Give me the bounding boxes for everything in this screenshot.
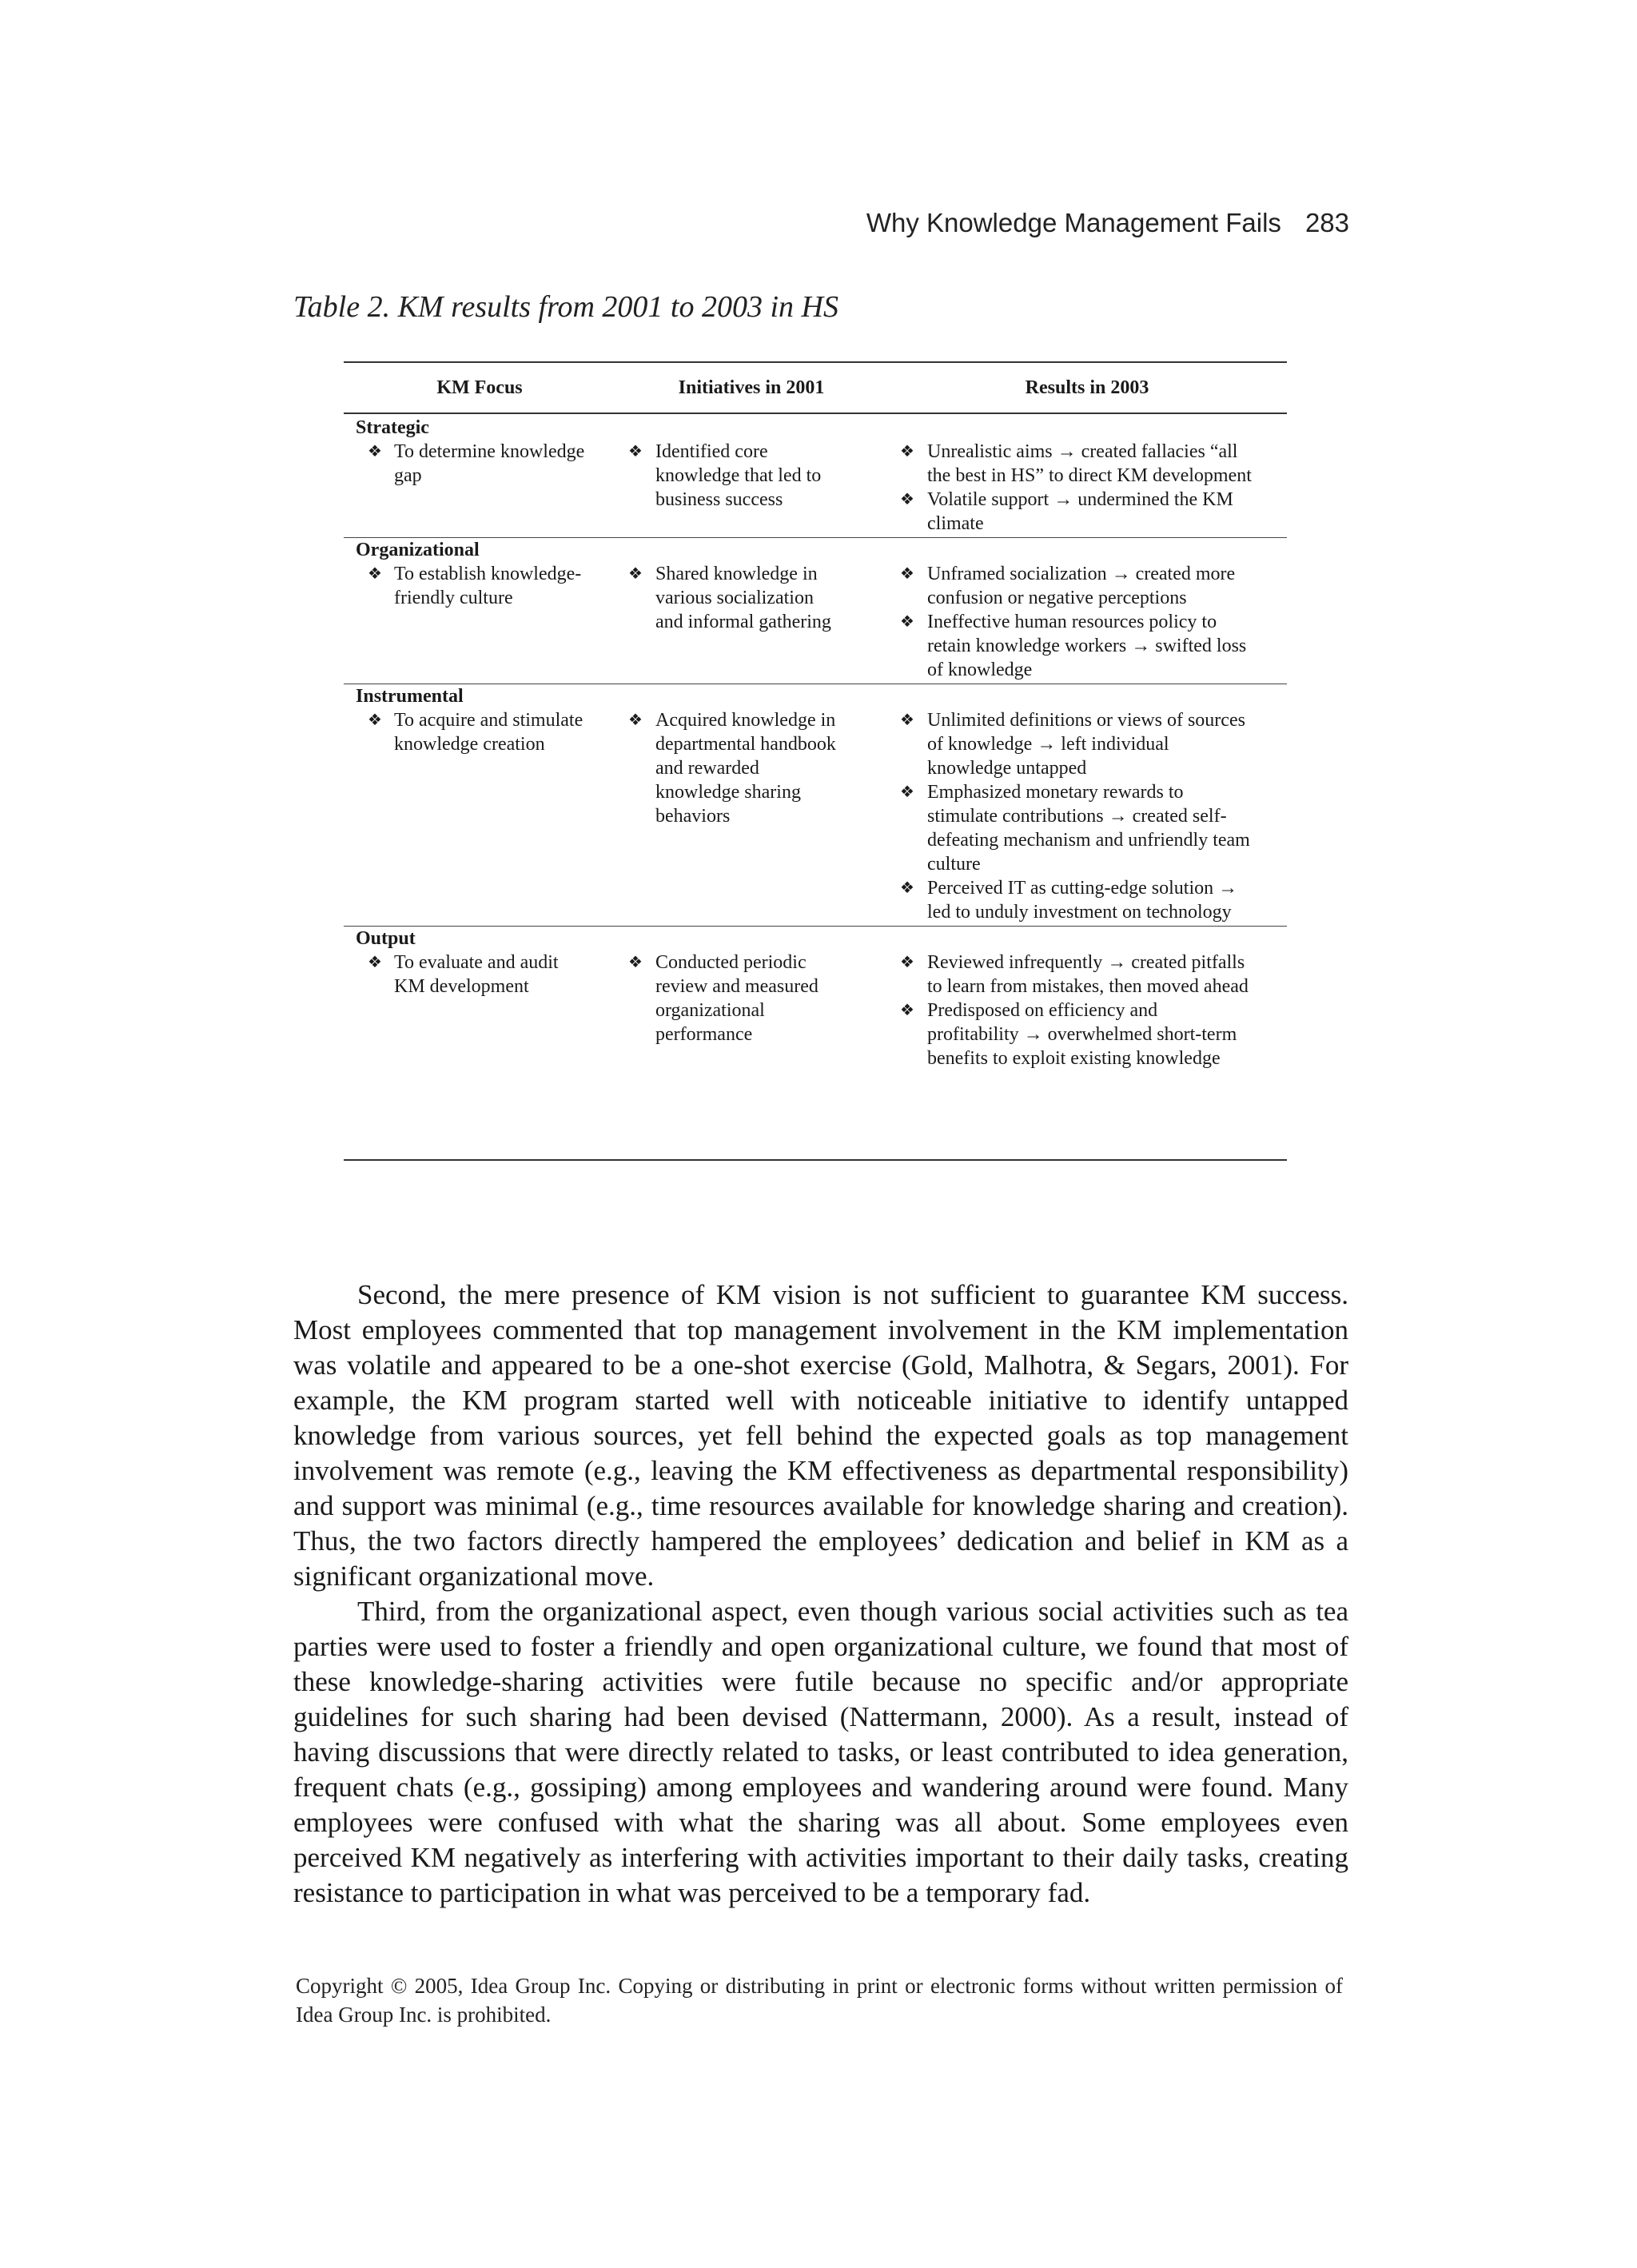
bullet-text bbox=[927, 876, 1287, 924]
bullet-text bbox=[394, 951, 615, 998]
result-item bbox=[887, 876, 1287, 924]
bullet-text bbox=[927, 998, 1287, 1070]
result-item bbox=[887, 951, 1287, 998]
text-line: Reviewed infrequently → created pitfalls bbox=[927, 952, 1245, 973]
text-line: defeating mechanism and unfriendly team bbox=[927, 830, 1250, 851]
text-line: review and measured bbox=[655, 976, 818, 997]
running-header bbox=[866, 208, 1349, 238]
diamond-bullet-icon: ❖ bbox=[900, 1002, 914, 1019]
cell-results bbox=[887, 440, 1287, 536]
result-item bbox=[887, 488, 1287, 536]
group-title: Strategic bbox=[356, 417, 429, 438]
text-line: performance bbox=[655, 1024, 753, 1045]
text-line: benefits to exploit existing knowledge bbox=[927, 1048, 1221, 1069]
text-line: To determine knowledge bbox=[394, 441, 585, 462]
text-line: stimulate contributions → created self- bbox=[927, 806, 1227, 827]
cell-initiative bbox=[615, 951, 887, 1070]
text-line: various socialization bbox=[655, 588, 814, 608]
result-item bbox=[887, 780, 1287, 876]
bullet-text bbox=[655, 440, 887, 512]
bullet-text bbox=[655, 708, 887, 828]
text-line: of knowledge → left individual bbox=[927, 734, 1169, 755]
diamond-bullet-icon: ❖ bbox=[628, 565, 643, 583]
initiative-item bbox=[615, 562, 887, 634]
table-body bbox=[344, 416, 1287, 1072]
text-line: Shared knowledge in bbox=[655, 564, 818, 584]
focus-item bbox=[344, 562, 615, 610]
bullet-text bbox=[394, 440, 615, 488]
text-line: climate bbox=[927, 513, 984, 534]
diamond-bullet-icon: ❖ bbox=[900, 954, 914, 971]
text-line: Perceived IT as cutting-edge solution → bbox=[927, 878, 1238, 899]
diamond-bullet-icon: ❖ bbox=[900, 491, 914, 508]
bullet-text bbox=[655, 951, 887, 1046]
diamond-bullet-icon: ❖ bbox=[368, 711, 382, 729]
header-km-focus: KM Focus bbox=[436, 377, 523, 398]
text-line: Volatile support → undermined the KM bbox=[927, 489, 1233, 510]
page-number: 283 bbox=[1304, 208, 1349, 237]
diamond-bullet-icon: ❖ bbox=[900, 711, 914, 729]
text-line: Conducted periodic bbox=[655, 952, 807, 973]
text-line: knowledge creation bbox=[394, 734, 545, 755]
text-line: To establish knowledge- bbox=[394, 564, 582, 584]
text-line: To evaluate and audit bbox=[394, 952, 559, 973]
text-line: Predisposed on efficiency and bbox=[927, 1000, 1158, 1021]
text-line: and informal gathering bbox=[655, 612, 831, 632]
table-group bbox=[344, 684, 1287, 927]
diamond-bullet-icon: ❖ bbox=[368, 954, 382, 971]
text-line: To acquire and stimulate bbox=[394, 710, 584, 731]
cell-km-focus bbox=[344, 951, 615, 1070]
text-line: Identified core bbox=[655, 441, 768, 462]
text-line: confusion or negative perceptions bbox=[927, 588, 1187, 608]
table-row bbox=[344, 951, 1287, 1070]
header-initiatives-2001: Initiatives in 2001 bbox=[678, 377, 825, 398]
text-line: behaviors bbox=[655, 806, 731, 827]
bullet-text bbox=[927, 488, 1287, 536]
initiative-item bbox=[615, 708, 887, 828]
group-title: Output bbox=[356, 928, 416, 949]
group-title: Instrumental bbox=[356, 686, 464, 707]
cell-initiative bbox=[615, 708, 887, 924]
cell-initiative bbox=[615, 440, 887, 536]
diamond-bullet-icon: ❖ bbox=[900, 565, 914, 583]
cell-results bbox=[887, 562, 1287, 682]
cell-results bbox=[887, 708, 1287, 924]
bullet-text bbox=[927, 610, 1287, 682]
text-line: and rewarded bbox=[655, 758, 759, 779]
text-line: knowledge untapped bbox=[927, 758, 1087, 779]
running-title: Why Knowledge Management Fails bbox=[866, 208, 1281, 237]
text-line: profitability → overwhelmed short-term bbox=[927, 1024, 1237, 1045]
text-line: of knowledge bbox=[927, 660, 1033, 680]
bullet-text bbox=[927, 708, 1287, 780]
group-title: Organizational bbox=[356, 540, 480, 560]
table-group bbox=[344, 927, 1287, 1072]
text-line: KM development bbox=[394, 976, 529, 997]
result-item bbox=[887, 562, 1287, 610]
initiative-item bbox=[615, 951, 887, 1046]
body-paragraph: Second, the mere presence of KM vision is not sufficient to guarantee KM success. Most employees commented that top management involvement in the KM implementation was volatile and appeared to be a one-shot exercise (Gold, Malhotra, & Segars, 2001). For example, the KM program started well with noticeable initiative to identify untapped knowledge from various sources, yet fell behind the expected goals as top management involvement was remote (e.g., leaving the KM effectiveness as departmental responsibility) and support was minimal (e.g., time resources available for knowledge sharing and creation). Thus, the two factors directly hampered the employees’ dedication and belief in KM as a significant organizational move. bbox=[293, 1279, 1348, 1592]
text-line: departmental handbook bbox=[655, 734, 836, 755]
diamond-bullet-icon: ❖ bbox=[900, 879, 914, 897]
diamond-bullet-icon: ❖ bbox=[628, 443, 643, 460]
table-row bbox=[344, 708, 1287, 924]
table-group bbox=[344, 538, 1287, 684]
text-line: knowledge sharing bbox=[655, 782, 801, 803]
text-line: gap bbox=[394, 465, 422, 486]
table-bottom-rule bbox=[344, 1159, 1287, 1161]
table-caption: Table 2. KM results from 2001 to 2003 in HS bbox=[293, 290, 838, 324]
text-line: the best in HS” to direct KM development bbox=[927, 465, 1252, 486]
text-line: organizational bbox=[655, 1000, 765, 1021]
body-text bbox=[293, 1277, 1348, 1911]
table-row bbox=[344, 562, 1287, 682]
focus-item bbox=[344, 440, 615, 488]
bullet-text bbox=[927, 440, 1287, 488]
bullet-text bbox=[655, 562, 887, 634]
bullet-text bbox=[927, 951, 1287, 998]
text-line: led to unduly investment on technology bbox=[927, 902, 1232, 923]
text-line: to learn from mistakes, then moved ahead bbox=[927, 976, 1249, 997]
cell-results bbox=[887, 951, 1287, 1070]
result-item bbox=[887, 610, 1287, 682]
result-item bbox=[887, 708, 1287, 780]
bullet-text bbox=[394, 708, 615, 756]
diamond-bullet-icon: ❖ bbox=[628, 954, 643, 971]
copyright-notice: Copyright © 2005, Idea Group Inc. Copying or distributing in print or electronic forms without written permission of Idea Group Inc. is prohibited. bbox=[296, 1974, 1343, 2027]
header-results-2003: Results in 2003 bbox=[1025, 377, 1149, 398]
text-line: business success bbox=[655, 489, 783, 510]
diamond-bullet-icon: ❖ bbox=[900, 613, 914, 631]
result-item bbox=[887, 440, 1287, 488]
cell-km-focus bbox=[344, 562, 615, 682]
cell-km-focus bbox=[344, 708, 615, 924]
diamond-bullet-icon: ❖ bbox=[900, 783, 914, 801]
text-line: knowledge that led to bbox=[655, 465, 822, 486]
text-line: Unrealistic aims → created fallacies “all bbox=[927, 441, 1238, 462]
body-paragraph: Third, from the organizational aspect, even though various social activities such as tea parties were used to foster a friendly and open organizational culture, we found that most of these knowledge-sharing activities were futile because no specific and/or appropriate guidelines for such sharing had been devised (Nattermann, 2000). As a result, instead of having discussions that were directly related to tasks, or least contributed to idea generation, frequent chats (e.g., gossiping) among employees and wandering around were found. Many employees were confused with what the sharing was all about. Some employees even perceived KM negatively as interfering with activities important to their daily tasks, creating resistance to participation in what was perceived to be a temporary fad. bbox=[293, 1596, 1348, 1908]
text-line: Emphasized monetary rewards to bbox=[927, 782, 1184, 803]
text-line: Acquired knowledge in bbox=[655, 710, 836, 731]
km-results-table bbox=[344, 361, 1287, 1072]
bullet-text bbox=[927, 780, 1287, 876]
cell-km-focus bbox=[344, 440, 615, 536]
text-line: friendly culture bbox=[394, 588, 513, 608]
text-line: Unframed socialization → created more bbox=[927, 564, 1236, 584]
table-header-row bbox=[344, 363, 1287, 414]
table-group bbox=[344, 416, 1287, 538]
diamond-bullet-icon: ❖ bbox=[368, 565, 382, 583]
cell-initiative bbox=[615, 562, 887, 682]
bullet-text bbox=[927, 562, 1287, 610]
initiative-item bbox=[615, 440, 887, 512]
text-line: Unlimited definitions or views of sources bbox=[927, 710, 1245, 731]
result-item bbox=[887, 998, 1287, 1070]
text-line: culture bbox=[927, 854, 981, 875]
bullet-text bbox=[394, 562, 615, 610]
diamond-bullet-icon: ❖ bbox=[900, 443, 914, 460]
diamond-bullet-icon: ❖ bbox=[628, 711, 643, 729]
text-line: retain knowledge workers → swifted loss bbox=[927, 636, 1247, 656]
focus-item bbox=[344, 951, 615, 998]
focus-item bbox=[344, 708, 615, 756]
table-row bbox=[344, 440, 1287, 536]
text-line: Ineffective human resources policy to bbox=[927, 612, 1217, 632]
diamond-bullet-icon: ❖ bbox=[368, 443, 382, 460]
